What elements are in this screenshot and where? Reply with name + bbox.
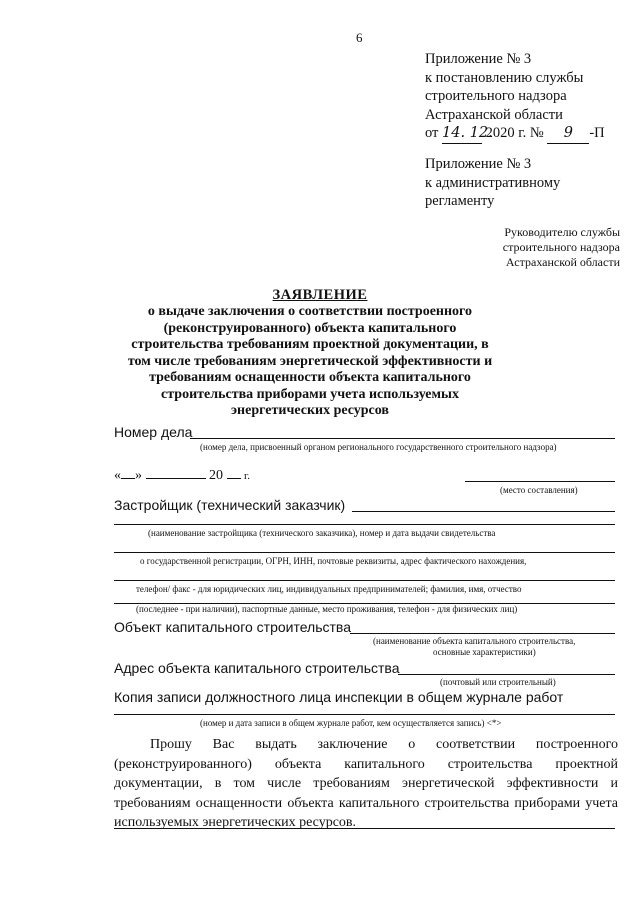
case-number-field[interactable] (190, 438, 615, 439)
day-field[interactable] (121, 478, 135, 479)
developer-line-3[interactable] (114, 580, 615, 581)
request-text: Прошу Вас выдать заключение о соответствии построенного (реконструированного) объекта капитального строительства проектной документации, в том числе требованиям энергетической эффективности и требованиям оснащенности объекта капитального строительства приборами учета используемых энергетических ресурсов. (114, 737, 618, 830)
year-field[interactable] (227, 478, 241, 479)
decree-date-line (425, 124, 635, 144)
place-hint: (место составления) (500, 485, 578, 495)
object-hint-1: (наименование объекта капитального строительства, (373, 636, 576, 646)
appendix-line: к административному (425, 174, 561, 191)
month-field[interactable] (146, 478, 206, 479)
addressee-block (470, 225, 620, 270)
appendix-block-decree (425, 50, 635, 144)
developer-label: Застройщик (технический заказчик) (114, 497, 346, 513)
appendix-line: Астраханской области (425, 106, 563, 123)
from-label: от (425, 125, 439, 141)
date-line (114, 468, 250, 484)
addressee-line: Руководителю службы (504, 225, 620, 239)
request-paragraph (114, 735, 618, 833)
developer-line-2[interactable] (114, 552, 615, 553)
year-suffix: г. (244, 470, 251, 482)
date-quote-close: » (135, 468, 142, 483)
date-quote-open: « (114, 468, 121, 483)
developer-hint-1: (наименование застройщика (технического заказчика), номер и дата выдачи свидетельства (148, 528, 496, 538)
place-field[interactable] (465, 481, 615, 482)
request-extra-line[interactable] (114, 828, 615, 829)
appendix-line: Приложение № 3 (425, 156, 532, 172)
number-suffix: -П (589, 125, 605, 141)
year-prefix: 20 (209, 468, 223, 483)
appendix-line: регламенту (425, 193, 495, 209)
object-label: Объект капитального строительства (114, 619, 352, 635)
page-number: 6 (356, 30, 363, 45)
object-hint-2: основные характеристики) (433, 647, 536, 657)
handwritten-number: 9 (547, 124, 589, 144)
appendix-block-regulation (425, 155, 625, 211)
case-number-label: Номер дела (114, 424, 193, 440)
handwritten-date: 14. 12. (442, 124, 482, 144)
case-number-hint: (номер дела, присвоенный органом регионального государственного строительного надзора) (200, 442, 557, 452)
appendix-line: к постановлению службы (425, 69, 584, 86)
addressee-line: строительного надзора (502, 240, 620, 254)
developer-line-1[interactable] (114, 524, 615, 525)
journal-copy-hint: (номер и дата записи в общем журнале работ, кем осуществляется запись) <*> (200, 718, 502, 728)
developer-hint-3: телефон/ факс - для юридических лиц, индивидуальных предпринимателей; фамилия, имя, отчество (136, 584, 522, 594)
address-hint: (почтовый или строительный) (440, 677, 556, 687)
year-label: 2020 г. № (485, 125, 544, 141)
appendix-line: Приложение № 3 (425, 51, 532, 67)
address-field[interactable] (398, 674, 615, 675)
object-field[interactable] (350, 633, 615, 634)
document-title: ЗАЯВЛЕНИЕ (272, 287, 368, 303)
developer-hint-4: (последнее - при наличии), паспортные данные, место проживания, телефон - для физических лиц) (136, 604, 518, 614)
appendix-line: строительного надзора (425, 88, 567, 104)
document-subtitle: о выдаче заключения о соответствии построенного (реконструированного) объекта капитального строительства требованиям проектной документации, в том числе требованиям энергетической эффективности и требованиям оснащенности объекта капитального строительства приборами учета используемых энергетических ресурсов (127, 304, 493, 418)
journal-copy-label: Копия записи должностного лица инспекции в общем журнале работ (114, 689, 564, 705)
developer-field[interactable] (352, 511, 615, 512)
address-label: Адрес объекта капитального строительства (114, 660, 400, 676)
journal-copy-field[interactable] (114, 714, 615, 715)
developer-hint-2: о государственной регистрации, ОГРН, ИНН, почтовые реквизиты, адрес фактического нахождения, (140, 556, 527, 566)
addressee-line: Астраханской области (505, 255, 620, 269)
